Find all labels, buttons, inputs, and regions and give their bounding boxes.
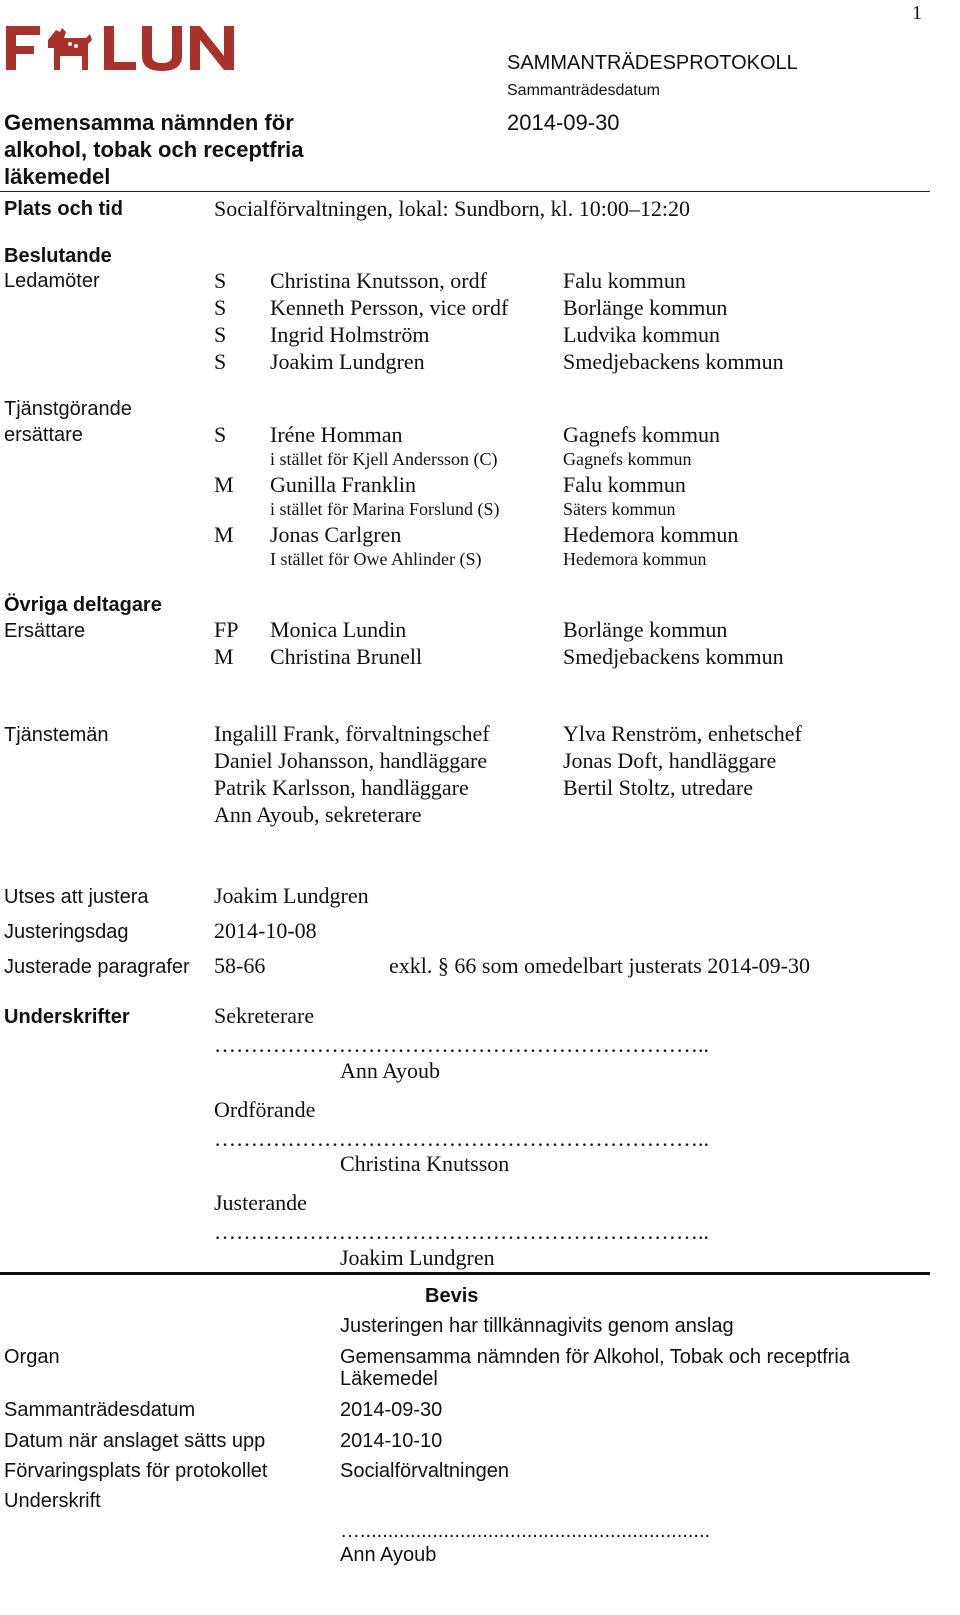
justeringsdag-label: Justeringsdag <box>4 921 129 943</box>
signature-line: ………………………………………………………….. <box>214 1032 709 1057</box>
substitute-note-org: Gagnefs kommun <box>563 449 692 469</box>
organ-value-line2: Läkemedel <box>340 1368 438 1390</box>
signature-name: Ann Ayoub <box>340 1058 441 1083</box>
official-left: Daniel Johansson, handläggare <box>214 748 488 773</box>
signature-name: Joakim Lundgren <box>340 1245 495 1270</box>
underskrift-label: Underskrift <box>4 1490 101 1512</box>
member-party: S <box>214 322 227 347</box>
participant-org: Smedjebackens kommun <box>563 644 784 669</box>
bevis-datum-value: 2014-09-30 <box>340 1399 443 1421</box>
place-value: Socialförvaltningen, lokal: Sundborn, kl. 10:00–12:20 <box>214 196 691 221</box>
substitute-note-org: Säters kommun <box>563 499 676 519</box>
tjanstgorande-label: Tjänstgörande <box>4 398 132 420</box>
signature-line: ………………………………………………………….. <box>214 1126 709 1151</box>
substitute-name: Gunilla Franklin <box>270 472 417 497</box>
anslag-value: 2014-10-10 <box>340 1430 443 1452</box>
date-label: Sammanträdesdatum <box>507 82 660 99</box>
ersattare-label: ersättare <box>4 424 83 446</box>
substitute-org: Hedemora kommun <box>563 522 739 547</box>
member-name: Christina Knutsson, ordf <box>270 268 487 293</box>
bevis-datum-label: Sammanträdesdatum <box>4 1399 196 1421</box>
paragrafer-note: exkl. § 66 som omedelbart justerats 2014-09-30 <box>389 953 810 978</box>
substitute-org: Gagnefs kommun <box>563 422 721 447</box>
official-left: Ingalill Frank, förvaltningschef <box>214 721 490 746</box>
official-right: Bertil Stoltz, utredare <box>563 775 753 800</box>
substitute-party: S <box>214 422 227 447</box>
body-name-line1: Gemensamma nämnden för <box>4 110 294 135</box>
ovriga-heading: Övriga deltagare <box>4 594 162 616</box>
bevis-heading: Bevis <box>425 1285 479 1307</box>
member-name: Kenneth Persson, vice ordf <box>270 295 509 320</box>
ovriga-ersattare-label: Ersättare <box>4 620 86 642</box>
participant-party: M <box>214 644 234 669</box>
participant-party: FP <box>214 617 239 642</box>
substitute-party: M <box>214 522 234 547</box>
signature-name: Christina Knutsson <box>340 1151 510 1176</box>
justeringsdag-value: 2014-10-08 <box>214 918 317 943</box>
forvaring-label: Förvaringsplats för protokollet <box>4 1460 268 1482</box>
substitute-name: Iréne Homman <box>270 422 403 447</box>
substitute-org: Falu kommun <box>563 472 686 497</box>
ledamoter-label: Ledamöter <box>4 270 100 292</box>
member-org: Borlänge kommun <box>563 295 728 320</box>
document-type: SAMMANTRÄDESPROTOKOLL <box>507 52 798 74</box>
anslag-label: Datum när anslaget sätts upp <box>4 1430 266 1452</box>
official-right: Jonas Doft, handläggare <box>563 748 777 773</box>
place-label: Plats och tid <box>4 198 123 220</box>
substitute-note: I stället för Owe Ahlinder (S) <box>270 549 482 569</box>
tjanstemen-label: Tjänstemän <box>4 724 109 746</box>
member-org: Smedjebackens kommun <box>563 349 784 374</box>
meeting-date: 2014-09-30 <box>507 110 620 135</box>
body-name-line2: alkohol, tobak och receptfria <box>4 137 304 162</box>
falun-logo <box>4 18 244 78</box>
utses-value: Joakim Lundgren <box>214 883 369 908</box>
organ-value-line1: Gemensamma nämnden för Alkohol, Tobak och receptfria <box>340 1346 850 1368</box>
page-number: 1 <box>912 2 922 24</box>
member-name: Ingrid Holmström <box>270 322 430 347</box>
bevis-divider <box>0 1272 930 1275</box>
participant-name: Christina Brunell <box>270 644 423 669</box>
paragrafer-label: Justerade paragrafer <box>4 956 190 978</box>
substitute-note-org: Hedemora kommun <box>563 549 707 569</box>
signature-line: ………………………………………………………….. <box>214 1219 709 1244</box>
underskrift-line: …............................................................... <box>340 1520 711 1542</box>
underskrift-signer: Ann Ayoub <box>340 1544 437 1566</box>
underskrifter-label: Underskrifter <box>4 1006 130 1028</box>
logo-graphic <box>4 18 244 78</box>
member-party: S <box>214 349 227 374</box>
official-left: Patrik Karlsson, handläggare <box>214 775 469 800</box>
official-right: Ylva Renström, enhetschef <box>563 721 802 746</box>
member-party: S <box>214 268 227 293</box>
substitute-note: i stället för Marina Forslund (S) <box>270 499 500 519</box>
bevis-intro: Justeringen har tillkännagivits genom anslag <box>340 1315 734 1337</box>
member-org: Ludvika kommun <box>563 322 721 347</box>
participant-name: Monica Lundin <box>270 617 407 642</box>
body-name-line3: läkemedel <box>4 164 111 189</box>
organ-label: Organ <box>4 1346 60 1368</box>
signature-role: Sekreterare <box>214 1003 315 1028</box>
utses-label: Utses att justera <box>4 886 149 908</box>
header-divider <box>0 191 930 192</box>
paragrafer-value: 58-66 <box>214 953 266 978</box>
forvaring-value: Socialförvaltningen <box>340 1460 509 1482</box>
signature-role: Ordförande <box>214 1097 316 1122</box>
signature-role: Justerande <box>214 1190 307 1215</box>
substitute-name: Jonas Carlgren <box>270 522 402 547</box>
member-org: Falu kommun <box>563 268 686 293</box>
substitute-note: i stället för Kjell Andersson (C) <box>270 449 498 469</box>
official-left: Ann Ayoub, sekreterare <box>214 802 422 827</box>
substitute-party: M <box>214 472 234 497</box>
participant-org: Borlänge kommun <box>563 617 728 642</box>
member-party: S <box>214 295 227 320</box>
member-name: Joakim Lundgren <box>270 349 425 374</box>
beslutande-heading: Beslutande <box>4 245 112 267</box>
